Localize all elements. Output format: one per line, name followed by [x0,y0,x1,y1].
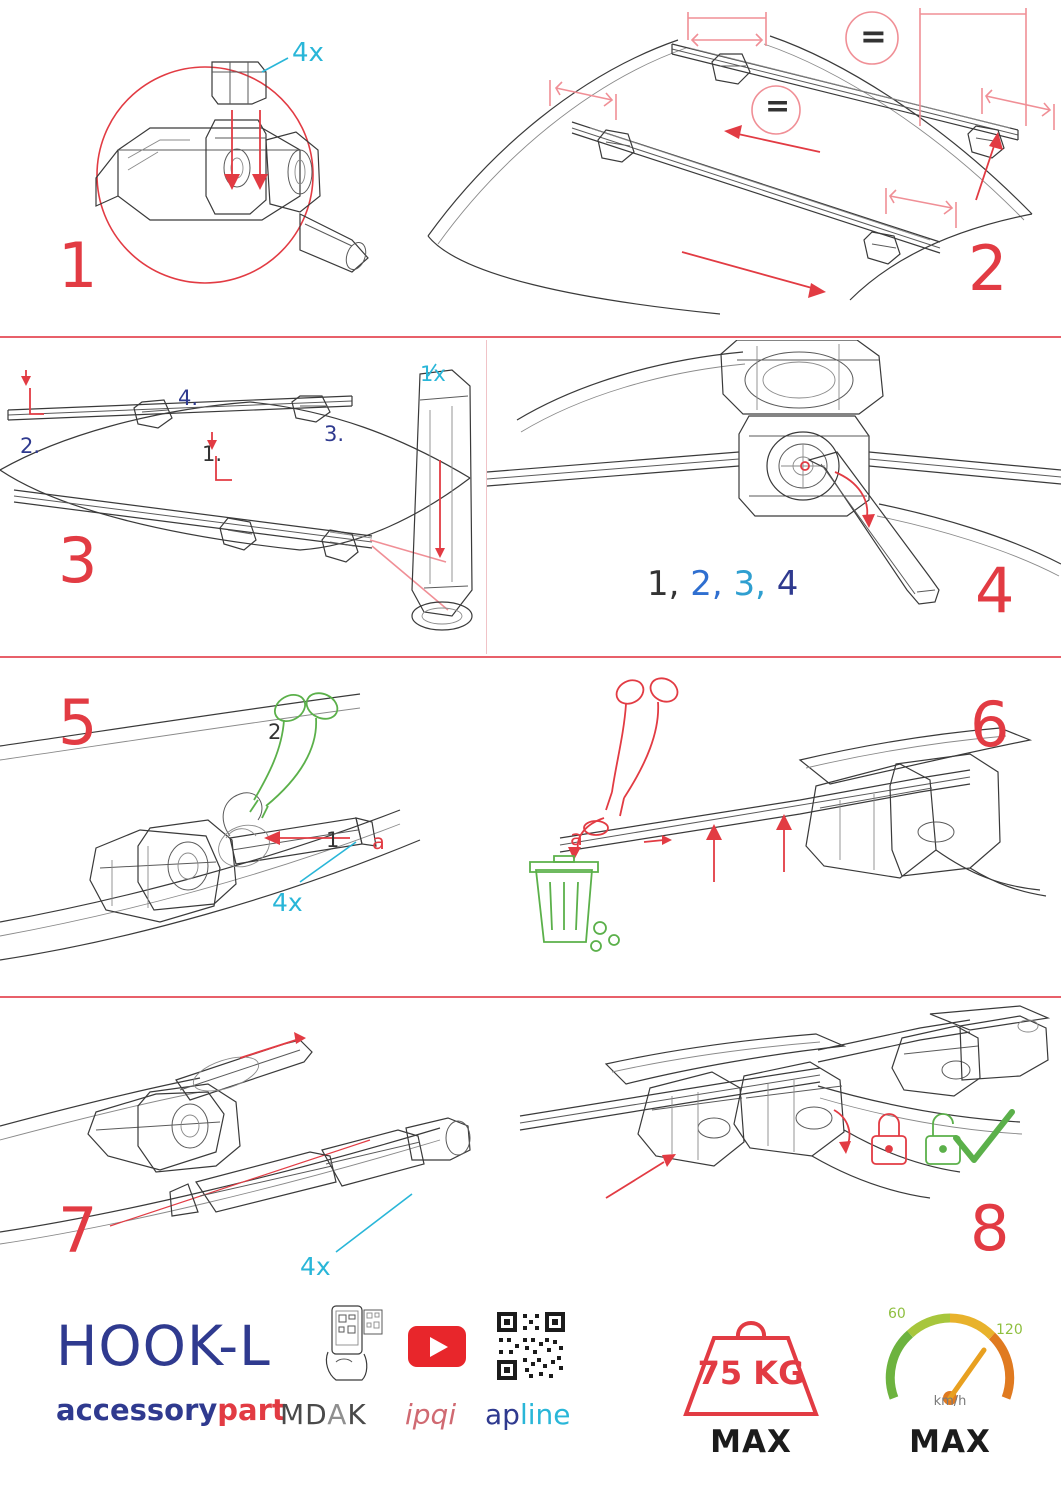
step-3-label-order-3: 3. [324,422,345,446]
speed-unit-label: km/h [933,1394,967,1409]
product-name: HOOK-L [56,1314,271,1378]
brand-logo [56,1393,286,1427]
step-1-number: 1 [58,229,99,302]
step-7-panel [0,1000,500,1298]
mdak-part-2: A [327,1398,348,1431]
step-1-panel [0,0,420,336]
step-5-label-1: 1 [326,828,340,852]
step-3-number: 3 [58,524,99,597]
step-7-label-4x: 4x [300,1252,331,1281]
step-2-number: 2 [968,232,1009,305]
step-8-panel [500,1000,1061,1298]
footer [0,1298,1061,1500]
step-4-label-sequence: 1, 2, 3, 4 [647,564,799,604]
step-5-panel [0,660,500,994]
qr-code-icon [495,1310,567,1382]
divider-row-2 [0,656,1061,658]
step-3-label-1x: 1x [420,362,446,386]
step-6-label-a: a [570,826,583,850]
partner-logo-mdak [280,1398,367,1431]
divider-row-3 [0,996,1061,998]
max-load-label: MAX [710,1424,792,1460]
partner-logo-ipqi: ipqi [405,1398,457,1431]
divider-row-1 [0,336,1061,338]
mdak-part-1: MD [280,1398,328,1431]
gauge-tick-60: 60 [888,1306,906,1322]
step-3-label-order-1: 1. [202,442,223,466]
step-1-label-4x: 4x [292,38,324,68]
step-8-number: 8 [970,1192,1011,1265]
step-6-panel [500,660,1061,994]
step-3-illustration [0,340,486,654]
gauge-tick-120: 120 [996,1322,1023,1338]
brand-prefix: accessory [56,1393,218,1427]
step-3-label-order-2: 2. [20,434,41,458]
step-4-number: 4 [975,554,1016,627]
max-load-value: 75 KG [697,1354,805,1392]
step-5-label-a: a [372,830,385,854]
step-6-number: 6 [970,688,1011,761]
step-7-number: 7 [58,1194,99,1267]
step-5-number: 5 [58,686,99,759]
mdak-part-3: K [347,1398,367,1431]
apline-part-1: ap [485,1398,520,1431]
step-3-label-order-4: 4. [178,386,199,410]
step-5-label-4x: 4x [272,888,303,917]
phone-qr-icon [322,1304,384,1382]
youtube-icon[interactable] [408,1326,466,1367]
apline-part-2: line [519,1398,571,1431]
step-2-illustration [420,0,1061,336]
max-speed-label: MAX [909,1424,991,1460]
partner-logo-apline [485,1398,570,1431]
step-2-label-equal-1: = [860,17,887,55]
step-2-panel [420,0,1061,336]
step-2-label-equal-2: = [765,89,791,124]
brand-suffix: part [217,1393,286,1427]
step-4-panel [487,340,1061,654]
step-5-label-2: 2 [268,720,282,744]
step-3-panel [0,340,486,654]
